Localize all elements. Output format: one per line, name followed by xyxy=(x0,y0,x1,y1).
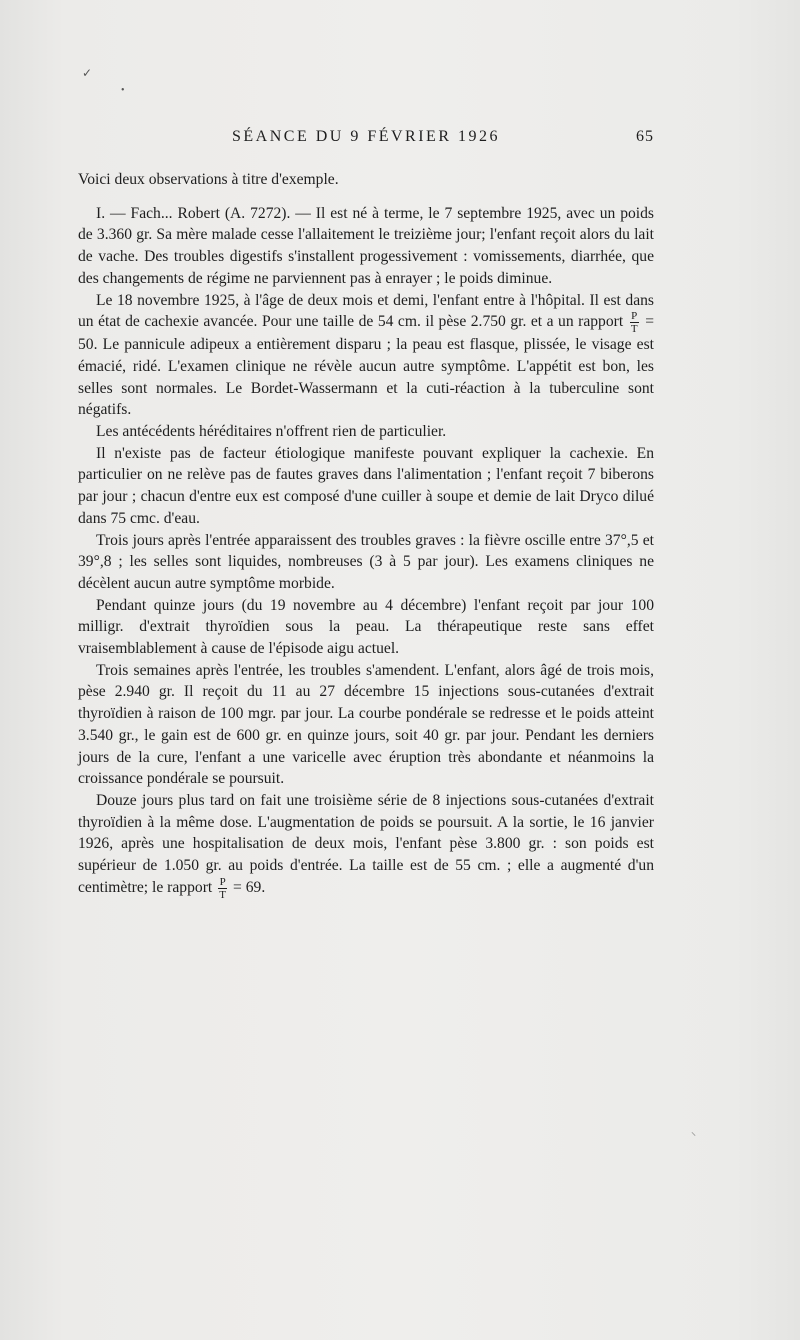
paragraph: Pendant quinze jours (du 19 novembre au 4 décembre) l'enfant reçoit par jour 100 milligr. d'extrait thyroïdien sous la peau. La thérapeutique reste sans effet vraisemblablement à cause de l'épisode aigu actuel. xyxy=(78,596,654,658)
paragraph-text: = 69. xyxy=(233,878,266,896)
pencil-dot-mark: • xyxy=(121,85,125,96)
paragraph-text: Le 18 novembre 1925, à l'âge de deux mois et demi, l'enfant entre à l'hôpital. Il est dans un état de cachexie avancée. Pour une taille de 54 cm. il pèse 2.750 gr. et a un rapport xyxy=(78,291,654,331)
fraction-numerator: P xyxy=(219,875,226,888)
margin-tick-mark: ⸜ xyxy=(691,1127,696,1138)
running-header xyxy=(78,128,654,150)
paragraph: Les antécédents héréditaires n'offrent rien de particulier. xyxy=(96,423,447,441)
fraction-numerator: P xyxy=(631,310,638,323)
ratio-fraction xyxy=(630,311,639,334)
ratio-fraction xyxy=(218,877,227,900)
case-paragraph: I. — Fach... Robert (A. 7272). — Il est né à terme, le 7 septembre 1925, avec un poids de 3.360 gr. Sa mère malade cesse l'allaitement le treizième jour; l'enfant reçoit alors du lait de vache. Des troubles digestifs s'installent progessivement : vomissements, diarrhée, que des changements de régime ne parviennent pas à enrayer ; le poids diminue. xyxy=(78,204,654,287)
intro-paragraph: Voici deux observations à titre d'exemple. xyxy=(78,171,339,188)
fraction-denominator: T xyxy=(630,323,638,336)
paragraph: Il n'existe pas de facteur étiologique manifeste pouvant expliquer la cachexie. En particulier on ne relève pas de fautes graves dans l'alimentation ; l'enfant reçoit 7 biberons par jour ; chacun d'entre eux est composé d'une cuiller à soupe et demie de lait Dryco dilué dans 75 cmc. d'eau. xyxy=(78,444,654,527)
paragraph-text: Douze jours plus tard on fait une troisième série de 8 injections sous-cutanées d'extrait thyroïdien à la même dose. L'augmentation de poids se poursuit. A la sortie, le 16 janvier 1926, après une hospitalisation de deux mois, l'enfant pèse 3.800 gr. : son poids est supérieur de 1.050 gr. au poids d'entrée. La taille est de 55 cm. ; elle a augmenté d'un centimètre; le rapport xyxy=(78,791,654,896)
body-text xyxy=(78,169,654,900)
fraction-denominator: T xyxy=(219,888,226,901)
paragraph: Trois jours après l'entrée apparaissent des troubles graves : la fièvre oscille entre 37°,5 et 39°,8 ; les selles sont liquides, nombreuses (3 à 5 par jour). Les examens cliniques ne décèlent aucun autre symptôme morbide. xyxy=(78,531,654,592)
header-title: SÉANCE DU 9 FÉVRIER 1926 xyxy=(231,128,500,145)
pencil-check-mark: ✓ xyxy=(82,66,93,80)
paragraph-text: = 50. Le pannicule adipeux a entièrement disparu ; la peau est flasque, plissée, le visage est émacié, ridé. L'examen clinique ne révèle aucun autre symptôme. L'appétit est bon, les selles sont normales. Le Bordet-Wassermann et la cuti-réaction à la tuberculine sont négatifs. xyxy=(78,313,654,419)
admission-paragraph xyxy=(78,290,654,422)
paragraph: Trois semaines après l'entrée, les troubles s'amendent. L'enfant, alors âgé de trois mois, pèse 2.940 gr. Il reçoit du 11 au 27 décembre 15 injections sous-cutanées d'extrait thyroïdien à raison de 100 mgr. par jour. La courbe pondérale se redresse et le poids atteint 3.540 gr., le gain est de 600 gr. en quinze jours, soit 40 gr. par jour. Pendant les derniers jours de la cure, l'enfant a une varicelle avec éruption très abondante et néanmoins la croissance pondérale se poursuit. xyxy=(78,661,654,788)
final-paragraph xyxy=(78,790,654,900)
page-number: 65 xyxy=(636,128,654,145)
